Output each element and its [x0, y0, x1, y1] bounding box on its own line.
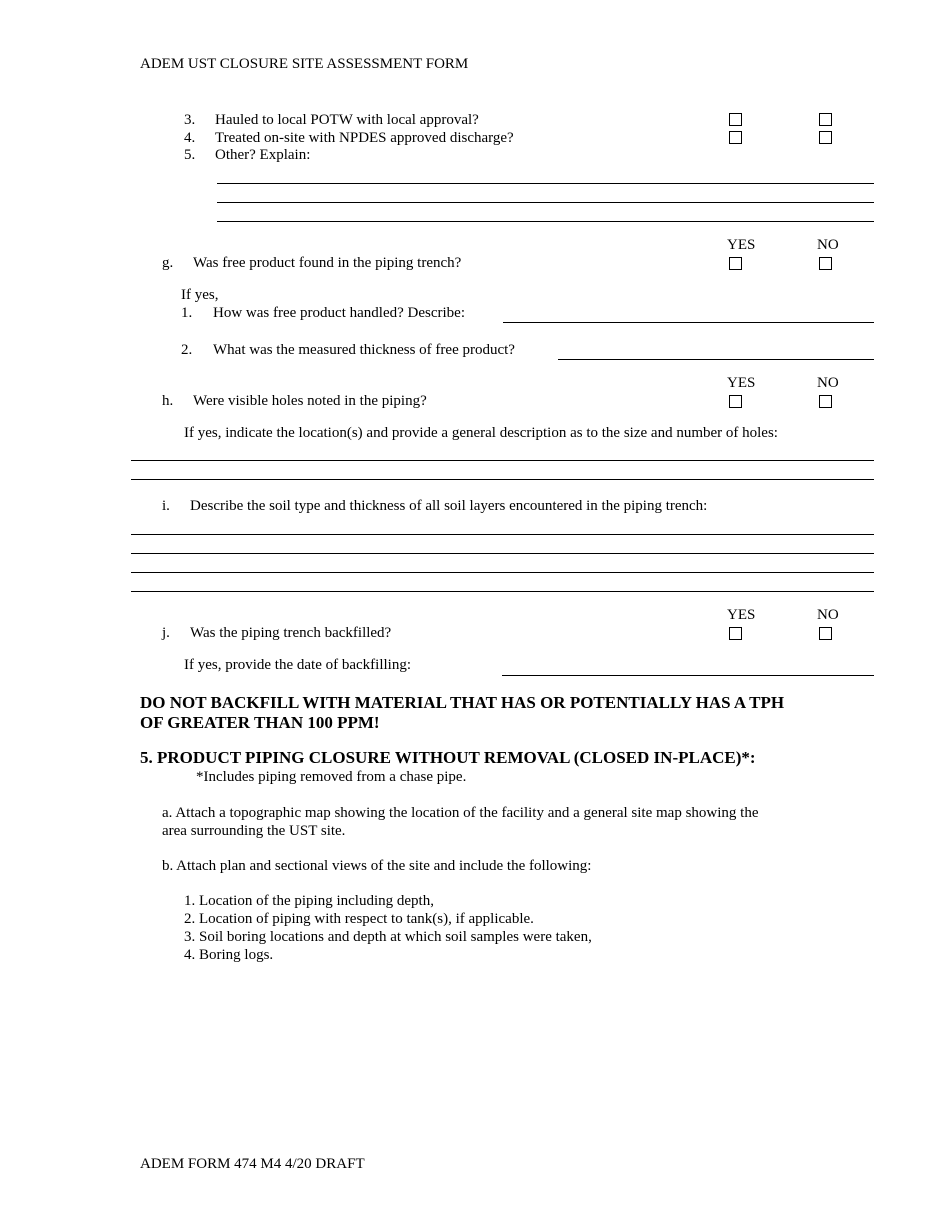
item-4-no-checkbox[interactable] — [819, 131, 832, 144]
item-3-text: Hauled to local POTW with local approval? — [215, 112, 479, 128]
g-sub2-number: 2. — [181, 342, 193, 358]
question-i-text: Describe the soil type and thickness of all soil layers encountered in the piping trench: — [190, 498, 708, 514]
h-yes-label: YES — [727, 375, 756, 391]
question-g-letter: g. — [162, 255, 174, 271]
g-sub1-number: 1. — [181, 305, 193, 321]
g-sub1-answer-line[interactable] — [503, 322, 874, 323]
i-answer-line-1[interactable] — [131, 534, 874, 535]
question-j-letter: j. — [162, 625, 170, 641]
warning-line-2: OF GREATER THAN 100 PPM! — [140, 713, 380, 732]
section-5-b-text: b. Attach plan and sectional views of the site and include the following: — [162, 858, 592, 874]
j-if-yes-text: If yes, provide the date of backfilling: — [184, 657, 412, 673]
section-5-heading: 5. PRODUCT PIPING CLOSURE WITHOUT REMOVAL (CLOSED IN-PLACE)*: — [140, 748, 756, 767]
j-yes-checkbox[interactable] — [729, 627, 742, 640]
item-4-text: Treated on-site with NPDES approved discharge? — [215, 130, 514, 146]
item-4-yes-checkbox[interactable] — [729, 131, 742, 144]
i-answer-line-4[interactable] — [131, 591, 874, 592]
form-footer: ADEM FORM 474 M4 4/20 DRAFT — [140, 1156, 365, 1172]
section-5-note: *Includes piping removed from a chase pipe. — [196, 769, 467, 785]
g-yes-label: YES — [727, 237, 756, 253]
section-5-a-line-2: area surrounding the UST site. — [162, 823, 346, 839]
g-no-checkbox[interactable] — [819, 257, 832, 270]
g-sub2-answer-line[interactable] — [558, 359, 874, 360]
section-5-list-item: 1. Location of the piping including depth, — [184, 893, 434, 909]
question-h-letter: h. — [162, 393, 174, 409]
section-5-list-item: 3. Soil boring locations and depth at which soil samples were taken, — [184, 929, 592, 945]
question-i-letter: i. — [162, 498, 170, 514]
explain-line-3[interactable] — [217, 221, 874, 222]
question-g-text: Was free product found in the piping trench? — [193, 255, 462, 271]
g-sub1-text: How was free product handled? Describe: — [213, 305, 465, 321]
h-yes-checkbox[interactable] — [729, 395, 742, 408]
form-header-title: ADEM UST CLOSURE SITE ASSESSMENT FORM — [140, 56, 469, 72]
h-answer-line-2[interactable] — [131, 479, 874, 480]
h-if-yes-text: If yes, indicate the location(s) and provide a general description as to the size and number of holes: — [184, 425, 778, 441]
h-no-label: NO — [817, 375, 839, 391]
item-4-number: 4. — [184, 130, 196, 146]
item-3-no-checkbox[interactable] — [819, 113, 832, 126]
g-if-yes-label: If yes, — [181, 287, 219, 303]
j-yes-label: YES — [727, 607, 756, 623]
question-h-text: Were visible holes noted in the piping? — [193, 393, 427, 409]
explain-line-1[interactable] — [217, 183, 874, 184]
question-j-text: Was the piping trench backfilled? — [190, 625, 392, 641]
j-no-label: NO — [817, 607, 839, 623]
item-3-yes-checkbox[interactable] — [729, 113, 742, 126]
g-no-label: NO — [817, 237, 839, 253]
item-3-number: 3. — [184, 112, 196, 128]
g-sub2-text: What was the measured thickness of free product? — [213, 342, 515, 358]
i-answer-line-3[interactable] — [131, 572, 874, 573]
g-yes-checkbox[interactable] — [729, 257, 742, 270]
item-5-number: 5. — [184, 147, 196, 163]
section-5-list-item: 4. Boring logs. — [184, 947, 274, 963]
j-backfill-date-line[interactable] — [502, 675, 874, 676]
warning-line-1: DO NOT BACKFILL WITH MATERIAL THAT HAS OR POTENTIALLY HAS A TPH — [140, 693, 785, 712]
i-answer-line-2[interactable] — [131, 553, 874, 554]
j-no-checkbox[interactable] — [819, 627, 832, 640]
section-5-a-line-1: a. Attach a topographic map showing the location of the facility and a general site map showing the — [162, 805, 759, 821]
explain-line-2[interactable] — [217, 202, 874, 203]
h-no-checkbox[interactable] — [819, 395, 832, 408]
item-5-text: Other? Explain: — [215, 147, 311, 163]
section-5-list-item: 2. Location of piping with respect to tank(s), if applicable. — [184, 911, 534, 927]
h-answer-line-1[interactable] — [131, 460, 874, 461]
